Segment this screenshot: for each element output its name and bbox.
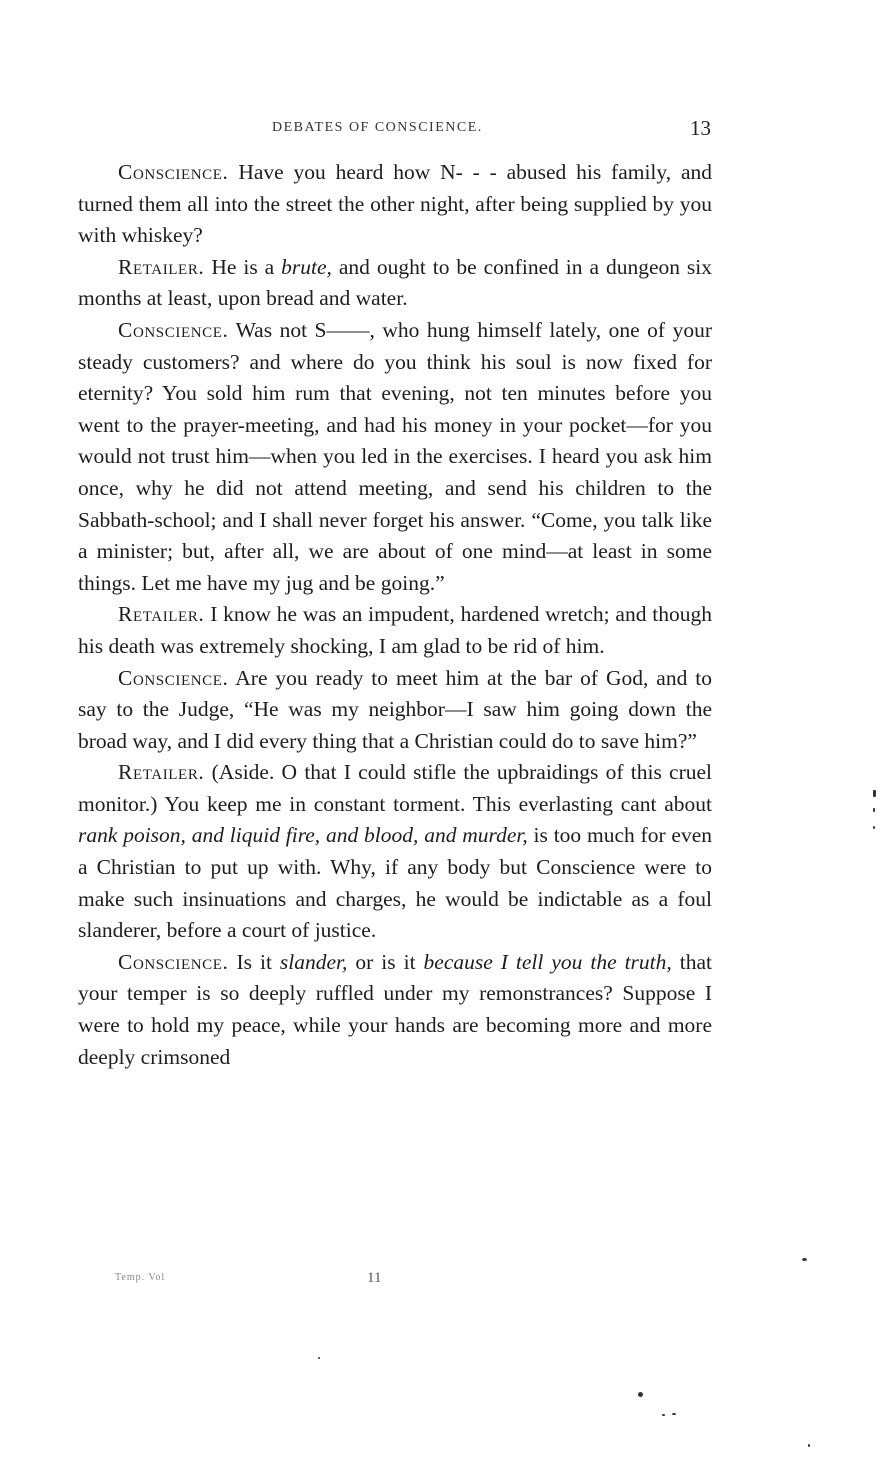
emphasis-text: because I tell you the truth, <box>423 949 672 974</box>
paragraph-conscience-3 <box>78 663 712 758</box>
paragraph-conscience-2 <box>78 315 712 599</box>
speaker-label: Conscience. <box>118 949 229 974</box>
scan-speck <box>873 808 875 812</box>
signature-mark: Temp. Vol <box>115 1272 166 1283</box>
speaker-label: Retailer. <box>118 760 205 785</box>
scan-speck <box>873 826 875 829</box>
running-head <box>0 116 888 144</box>
scan-speck <box>638 1392 643 1397</box>
speaker-label: Conscience. <box>118 665 229 690</box>
running-title: DEBATES OF CONSCIENCE. <box>272 120 483 135</box>
speaker-label: Retailer. <box>118 602 205 627</box>
scan-speck <box>808 1444 810 1447</box>
emphasis-text: slander, <box>279 949 348 974</box>
paragraph-text: Have you heard how N- - - abused his family, and turned them all into the street the other night, after being supplied by you with whiskey? <box>78 160 713 248</box>
page-number: 13 <box>690 116 711 140</box>
emphasis-text: brute, <box>281 254 332 279</box>
paragraph-retailer-2 <box>78 599 712 662</box>
paragraph-conscience-4 <box>78 947 712 1073</box>
paragraph-text: Are you ready to meet him at the bar of God, and to say to the Judge, “He was my neighbor—I saw him going down the broad way, and I did every thing that a Christian could do to save him?” <box>78 665 712 753</box>
paragraph-retailer-1 <box>78 252 712 315</box>
paragraph-text: Was not S——, who hung himself lately, one of your steady customers? and where do you think his soul is now fixed for eternity? You sold him rum that evening, not ten minutes before you went to the prayer-meeting, and had his money in your pocket—for you would not trust him—when you led in the exercises. I heard you ask him once, why he did not attend meeting, and send his children to the Sabbath-school; and I shall never forget his answer. “Come, you talk like a minister; but, after all, we are about of one mind—at least in some things. Let me have my jug and be going.” <box>78 317 712 595</box>
page-footer <box>0 1272 888 1292</box>
scan-speck <box>802 1258 807 1261</box>
paragraph-text: and ought to be confined in a dungeon six months at least, upon bread and water. <box>78 254 713 311</box>
paragraph-text: that your temper is so deeply ruffled under my remonstrances? Suppose I were to hold my peace, while your hands are becoming more and more deeply crimsoned <box>78 949 712 1069</box>
scan-speck <box>873 790 876 797</box>
body-text <box>78 157 712 1073</box>
paragraph-conscience-1 <box>78 157 712 252</box>
emphasis-text: rank poison, and liquid fire, and blood, and murder, <box>78 823 528 848</box>
paragraph-text: I know he was an impudent, hardened wretch; and though his death was extremely shocking, I am glad to be rid of him. <box>78 602 713 658</box>
scan-speck <box>662 1414 665 1416</box>
speaker-label: Conscience. <box>118 160 229 184</box>
paragraph-text: is too much for even a Christian to put up with. Why, if any body but Conscience were to make such insinuations and charges, he would be indictable as a foul slanderer, before a court of justice. <box>78 823 712 943</box>
scan-speck <box>672 1413 676 1415</box>
signature-number: 11 <box>367 1270 382 1286</box>
scan-speck <box>318 1357 320 1359</box>
speaker-label: Conscience. <box>118 317 229 342</box>
paragraph-text: He is a <box>211 254 282 279</box>
paragraph-text: or is it <box>347 949 424 974</box>
paragraph-text: Is it <box>236 949 280 974</box>
paragraph-retailer-3 <box>78 757 712 947</box>
paragraph-text: (Aside. O that I could stifle the upbraidings of this cruel monitor.) You keep me in constant torment. This everlasting cant about <box>78 760 712 816</box>
speaker-label: Retailer. <box>118 254 205 279</box>
